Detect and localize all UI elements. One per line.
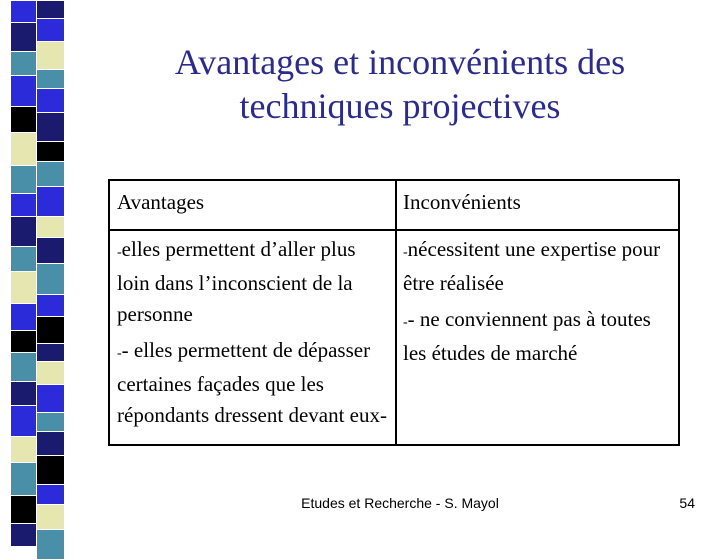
bullet-dash: -: [117, 346, 122, 361]
strip-block: [36, 161, 64, 186]
strip-block: [36, 263, 64, 294]
strip-block: [36, 41, 64, 69]
page-number: 54: [679, 495, 695, 511]
strip-block: [36, 216, 64, 237]
bullet-dash: -: [403, 315, 408, 330]
bullet-dash: -: [403, 245, 408, 260]
strip-block: [36, 186, 64, 216]
disadvantage-item-2-text: - ne conviennent pas à toutes les études de marché: [403, 307, 651, 365]
strip-block: [36, 69, 64, 88]
strip-block: [10, 381, 36, 405]
strip-block: [36, 455, 64, 484]
strip-block: [10, 75, 36, 106]
strip-block: [36, 431, 64, 455]
strip-block: [36, 0, 64, 18]
strip-block: [10, 246, 36, 271]
header-advantages: Avantages: [117, 190, 205, 214]
advantage-item-1: [117, 234, 389, 330]
strip-block: [10, 303, 36, 330]
strip-block: [10, 352, 36, 381]
strip-block: [36, 294, 64, 316]
disadvantages-cell: [403, 234, 673, 369]
strip-block: [10, 0, 36, 22]
title-line-2: techniques projectives: [239, 86, 561, 126]
strip-block: [10, 523, 36, 546]
strip-block: [10, 271, 36, 303]
column-divider: [395, 181, 397, 444]
strip-block: [36, 112, 64, 141]
strip-block: [10, 22, 36, 51]
strip-block: [36, 484, 64, 504]
title-line-1: Avantages et inconvénients des: [174, 42, 626, 82]
strip-block: [10, 405, 36, 436]
strip-block: [36, 88, 64, 112]
strip-block: [36, 412, 64, 431]
strip-block: [10, 193, 36, 216]
strip-block: [10, 436, 36, 462]
advantage-item-1-text: elles permettent d’aller plus loin dans l’inconscient de la personne: [117, 237, 356, 326]
advantage-item-2: [117, 335, 389, 431]
advantages-cell: [117, 234, 389, 431]
strip-block: [36, 529, 64, 559]
strip-block: [10, 106, 36, 132]
strip-block: [36, 316, 64, 343]
header-disadvantages: Inconvénients: [403, 190, 521, 214]
advantage-item-2-text: - elles permettent de dépasser certaines façades que les répondants dressent devant eux-: [117, 338, 387, 427]
strip-block: [10, 495, 36, 523]
strip-block: [10, 216, 36, 246]
decorative-side-strip: [0, 0, 66, 540]
strip-block: [36, 361, 64, 384]
slide-title: [110, 40, 690, 128]
disadvantage-item-1-text: nécessitent une expertise pour être réalisée: [403, 237, 661, 295]
footer-text: Etudes et Recherche - S. Mayol: [301, 495, 499, 511]
strip-block: [36, 18, 64, 41]
strip-block: [10, 51, 36, 75]
disadvantage-item-1: [403, 234, 673, 299]
header-divider: [110, 229, 678, 231]
strip-block: [10, 132, 36, 165]
strip-block: [10, 330, 36, 352]
disadvantage-item-2: [403, 304, 673, 369]
strip-block: [36, 343, 64, 361]
comparison-table: [108, 179, 680, 446]
bullet-dash: -: [117, 245, 122, 260]
strip-block: [36, 141, 64, 161]
strip-block: [36, 237, 64, 263]
strip-block: [36, 384, 64, 412]
strip-block: [36, 504, 64, 529]
strip-block: [10, 165, 36, 193]
strip-block: [10, 462, 36, 495]
